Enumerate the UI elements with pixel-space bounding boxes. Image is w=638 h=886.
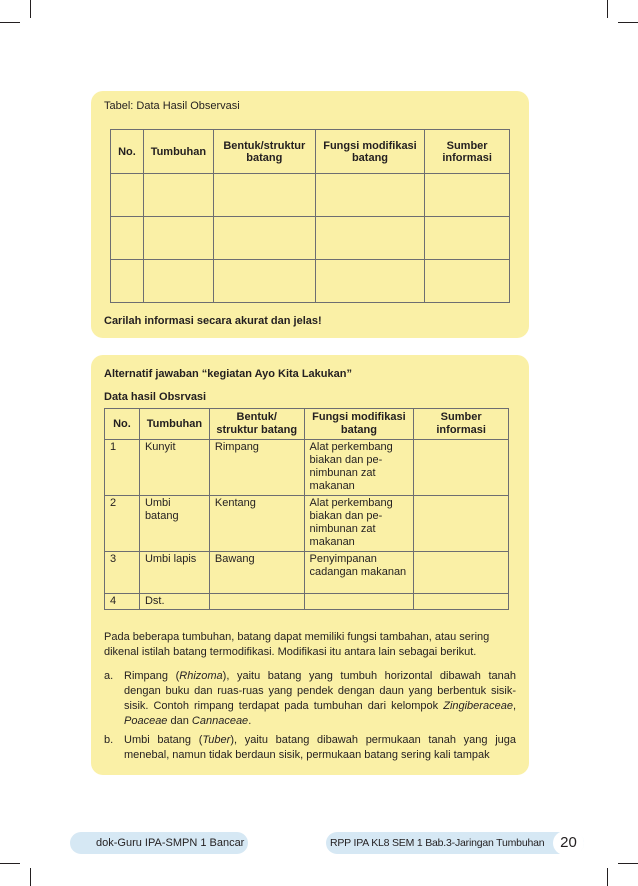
observation-table-panel xyxy=(91,91,529,338)
crop-mark xyxy=(30,0,31,18)
list-marker: a. xyxy=(104,670,114,682)
list-marker: b. xyxy=(104,734,114,746)
col-header: Sumber informasi xyxy=(425,130,510,174)
table-row xyxy=(105,594,509,610)
list-item xyxy=(104,669,516,729)
list-item xyxy=(104,733,516,763)
col-header: Fungsi modifikasi batang xyxy=(304,409,414,440)
list-text: Rimpang (Rhizoma), yaitu batang yang tumbuh horizontal dibawah tanah dengan buku dan ruas-ruas yang pendek dengan daun yang berbentuk sisik-sisik. Contoh rimpang terdapat pada tumbuhan dari kelompok Zingiberaceae, Poaceae dan Cannaceae. xyxy=(124,670,517,727)
table-cell xyxy=(143,174,213,217)
col-header: No. xyxy=(105,409,140,440)
table-cell xyxy=(414,440,509,496)
table-cell xyxy=(111,260,144,303)
page-number: 20 xyxy=(553,831,584,855)
table-cell: Rimpang xyxy=(209,440,304,496)
col-header: Bentuk/struktur batang xyxy=(213,130,315,174)
table-cell: Kentang xyxy=(209,496,304,552)
crop-mark xyxy=(618,863,638,864)
crop-mark xyxy=(607,0,608,18)
footer-left-text: dok-Guru IPA-SMPN 1 Bancar xyxy=(96,837,245,849)
crop-mark xyxy=(607,868,608,886)
table-header-row xyxy=(111,130,510,174)
table-cell xyxy=(425,217,510,260)
intro-paragraph: Pada beberapa tumbuhan, batang dapat memiliki fungsi tambahan, atau sering dikenal istilah batang termodifikasi. Modifikasi itu antara lain sebagai berikut. xyxy=(104,631,490,658)
table-cell: 2 xyxy=(105,496,140,552)
table-cell xyxy=(425,174,510,217)
table-row xyxy=(105,552,509,594)
col-header: Sumber informasi xyxy=(414,409,509,440)
table-cell: Kunyit xyxy=(139,440,209,496)
table-cell xyxy=(414,496,509,552)
table-cell xyxy=(143,217,213,260)
crop-mark xyxy=(30,868,31,886)
table-cell xyxy=(213,217,315,260)
table-cell xyxy=(414,552,509,594)
table-row xyxy=(111,174,510,217)
table-cell: Umbi lapis xyxy=(139,552,209,594)
answer-table xyxy=(104,408,509,610)
table-header-row xyxy=(105,409,509,440)
table-cell xyxy=(315,174,425,217)
crop-mark xyxy=(0,22,20,23)
col-header: Tumbuhan xyxy=(143,130,213,174)
table-row xyxy=(105,496,509,552)
crop-mark xyxy=(0,863,20,864)
table-cell xyxy=(414,594,509,610)
table-cell: Alat perkembang biakan dan pe- nimbunan zat makanan xyxy=(304,496,414,552)
table-cell xyxy=(143,260,213,303)
table-cell: Penyimpanan cadangan makanan xyxy=(304,552,414,594)
footer-right-text: RPP IPA KL8 SEM 1 Bab.3-Jaringan Tumbuhan xyxy=(330,837,545,849)
crop-mark xyxy=(618,22,638,23)
table-row xyxy=(111,217,510,260)
table-cell: Alat perkembang biakan dan pe- nimbunan zat makanan xyxy=(304,440,414,496)
table-row xyxy=(111,260,510,303)
table-cell xyxy=(425,260,510,303)
table2-caption: Data hasil Obsrvasi xyxy=(104,391,207,403)
table-cell xyxy=(111,174,144,217)
table-cell xyxy=(111,217,144,260)
col-header: No. xyxy=(111,130,144,174)
observation-table xyxy=(110,129,510,303)
table-cell: 3 xyxy=(105,552,140,594)
table1-note: Carilah informasi secara akurat dan jelas! xyxy=(104,315,322,327)
table-cell: Bawang xyxy=(209,552,304,594)
table-row xyxy=(105,440,509,496)
table-cell xyxy=(315,217,425,260)
table1-caption: Tabel: Data Hasil Observasi xyxy=(104,100,240,112)
table-cell xyxy=(315,260,425,303)
table-cell xyxy=(209,594,304,610)
section-title: Alternatif jawaban “kegiatan Ayo Kita Lakukan” xyxy=(104,368,352,380)
col-header: Fungsi modifikasi batang xyxy=(315,130,425,174)
col-header: Tumbuhan xyxy=(139,409,209,440)
list-text: Umbi batang (Tuber), yaitu batang dibawah permukaan tanah yang juga menebal, namun tidak berdaun sisik, permukaan batang sering kali tampak xyxy=(124,734,516,761)
answer-panel xyxy=(91,355,529,775)
col-header: Bentuk/ struktur batang xyxy=(209,409,304,440)
table-cell: 1 xyxy=(105,440,140,496)
table-cell xyxy=(304,594,414,610)
table-cell: Umbi batang xyxy=(139,496,209,552)
table-cell xyxy=(213,174,315,217)
table-cell: 4 xyxy=(105,594,140,610)
table-cell xyxy=(213,260,315,303)
table-cell: Dst. xyxy=(139,594,209,610)
